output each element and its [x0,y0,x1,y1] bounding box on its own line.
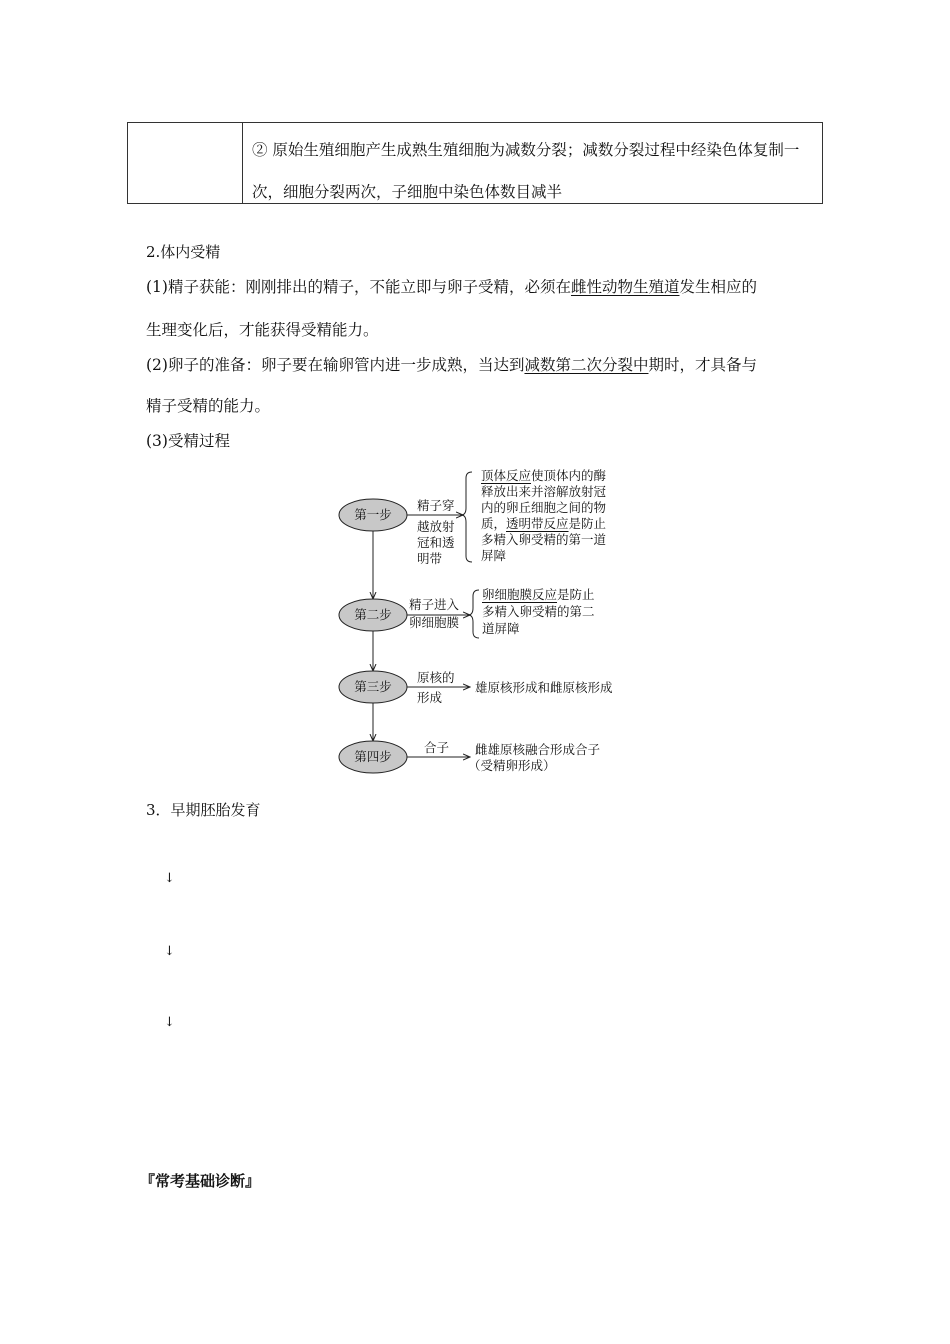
paragraph-fertilization-process: (3)受精过程 [146,432,230,450]
down-arrow-icon: ↓ [164,944,175,959]
step-1-desc-line-6: 屏障 [481,548,507,563]
section-title-basic-diagnosis: 『常考基础诊断』 [140,1172,261,1190]
step-1-desc-line-1: 顶体反应使顶体内的酶 [481,468,607,483]
step-4-desc-line-2: （受精卵形成） [468,758,556,773]
paragraph-sperm-capacitation-cont: 生理变化后，才能获得受精能力。 [146,321,379,339]
step-2-desc-line-1: 卵细胞膜反应是防止 [482,587,595,602]
step-2-label: 第二步 [354,607,392,622]
step-1-label: 第一步 [354,507,392,522]
down-arrow-icon: ↓ [164,1015,175,1030]
section-title-early-embryo: 3．早期胚胎发育 [146,801,261,819]
step-4-action: 合子 [424,740,450,755]
p2-text-b: 期时，才具备与 [648,356,757,374]
step-3-label: 第三步 [354,679,392,694]
step-1-action-line-4: 明带 [417,551,443,566]
step-1-desc-line-2: 释放出来并溶解放射冠 [481,484,607,499]
zona-reaction: 透明带反应 [506,516,569,531]
step-1-desc-line-5: 多精入卵受精的第一道 [481,532,607,547]
step-1-desc-line-4: 质，透明带反应是防止 [481,516,607,531]
step-1-action-line-1: 精子穿 [417,498,455,513]
p2-text-a: (2)卵子的准备：卵子要在输卵管内进一步成熟，当达到 [146,356,525,374]
step-1-action-line-2: 越放射 [417,519,455,534]
step-2-brace [468,590,479,638]
paragraph-egg-preparation-cont: 精子受精的能力。 [146,397,271,415]
step-2-action-line-2: 卵细胞膜 [409,615,460,630]
step-1-brace [461,472,472,562]
step-1-desc-line-3: 内的卵丘细胞之间的物 [481,500,607,515]
step-3-action-line-1: 原核的 [417,670,455,685]
acrosome-reaction: 顶体反应 [481,468,532,483]
step-4-desc-line-1: 雌雄原核融合形成合子 [475,742,601,757]
p1-text-a: (1)精子获能：刚刚排出的精子，不能立即与卵子受精，必须在 [146,278,571,296]
membrane-reaction: 卵细胞膜反应 [482,587,558,602]
p1-text-b: 发生相应的 [679,278,757,296]
down-arrow-icon: ↓ [164,871,175,886]
p2-underlined: 减数第二次分裂中 [524,356,649,374]
table-cell-text: ② 原始生殖细胞产生成熟生殖细胞为减数分裂；减数分裂过程中经染色体复制一次，细胞分裂两次，子细胞中染色体数目减半 [252,141,800,201]
p1-underlined: 雌性动物生殖道 [570,278,680,296]
step-2-desc-line-3: 道屏障 [482,621,520,636]
step-1-action-line-3: 冠和透 [417,535,455,550]
section-title-internal-fertilization: 2.体内受精 [146,243,221,261]
step-4-label: 第四步 [354,749,392,764]
step-2-desc-line-2: 多精入卵受精的第二 [482,604,595,619]
step-3-action-line-2: 形成 [417,690,443,705]
step-3-desc: 雄原核形成和雌原核形成 [475,680,613,695]
step-2-action-line-1: 精子进入 [409,597,460,612]
